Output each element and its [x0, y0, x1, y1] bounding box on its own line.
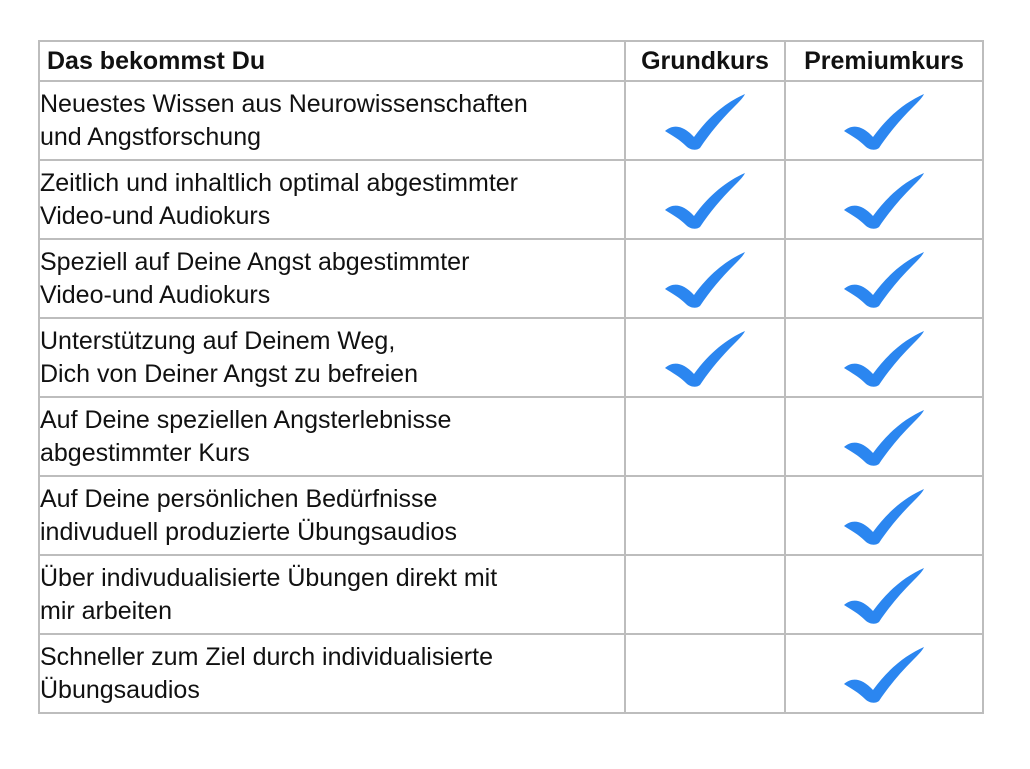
- table-row: [39, 318, 983, 397]
- grundkurs-cell: [625, 160, 785, 239]
- premiumkurs-cell: [785, 239, 983, 318]
- checkmark-icon: [663, 172, 747, 230]
- checkmark-icon: [842, 251, 926, 309]
- header-row: [39, 41, 983, 81]
- table-row: [39, 476, 983, 555]
- premiumkurs-cell: [785, 160, 983, 239]
- checkmark-icon: [842, 409, 926, 467]
- column-header-feature: Das bekommst Du: [39, 41, 625, 81]
- column-header-grundkurs: Grundkurs: [625, 41, 785, 81]
- feature-cell: Auf Deine speziellen Angsterlebnisse abgestimmter Kurs: [39, 397, 625, 476]
- table-row: [39, 160, 983, 239]
- table-row: [39, 397, 983, 476]
- feature-cell: Auf Deine persönlichen Bedürfnisse indivuduell produzierte Übungsaudios: [39, 476, 625, 555]
- table-row: [39, 634, 983, 713]
- checkmark-icon: [842, 330, 926, 388]
- grundkurs-cell: [625, 476, 785, 555]
- checkmark-icon: [842, 567, 926, 625]
- grundkurs-cell: [625, 397, 785, 476]
- checkmark-icon: [842, 646, 926, 704]
- premiumkurs-cell: [785, 318, 983, 397]
- premiumkurs-cell: [785, 476, 983, 555]
- premiumkurs-cell: [785, 634, 983, 713]
- table-row: [39, 555, 983, 634]
- grundkurs-cell: [625, 318, 785, 397]
- grundkurs-cell: [625, 555, 785, 634]
- grundkurs-cell: [625, 634, 785, 713]
- checkmark-icon: [663, 93, 747, 151]
- checkmark-icon: [842, 93, 926, 151]
- table-row: [39, 81, 983, 160]
- checkmark-icon: [842, 172, 926, 230]
- feature-cell: Speziell auf Deine Angst abgestimmter Video-und Audiokurs: [39, 239, 625, 318]
- grundkurs-cell: [625, 81, 785, 160]
- premiumkurs-cell: [785, 81, 983, 160]
- feature-cell: Schneller zum Ziel durch individualisierte Übungsaudios: [39, 634, 625, 713]
- grundkurs-cell: [625, 239, 785, 318]
- feature-cell: Zeitlich und inhaltlich optimal abgestimmter Video-und Audiokurs: [39, 160, 625, 239]
- premiumkurs-cell: [785, 555, 983, 634]
- feature-cell: Über indivudualisierte Übungen direkt mit mir arbeiten: [39, 555, 625, 634]
- feature-cell: Unterstützung auf Deinem Weg, Dich von Deiner Angst zu befreien: [39, 318, 625, 397]
- premiumkurs-cell: [785, 397, 983, 476]
- feature-cell: Neuestes Wissen aus Neurowissenschaften und Angstforschung: [39, 81, 625, 160]
- feature-comparison-table: [38, 40, 984, 714]
- column-header-premiumkurs: Premiumkurs: [785, 41, 983, 81]
- checkmark-icon: [663, 330, 747, 388]
- table-row: [39, 239, 983, 318]
- checkmark-icon: [842, 488, 926, 546]
- checkmark-icon: [663, 251, 747, 309]
